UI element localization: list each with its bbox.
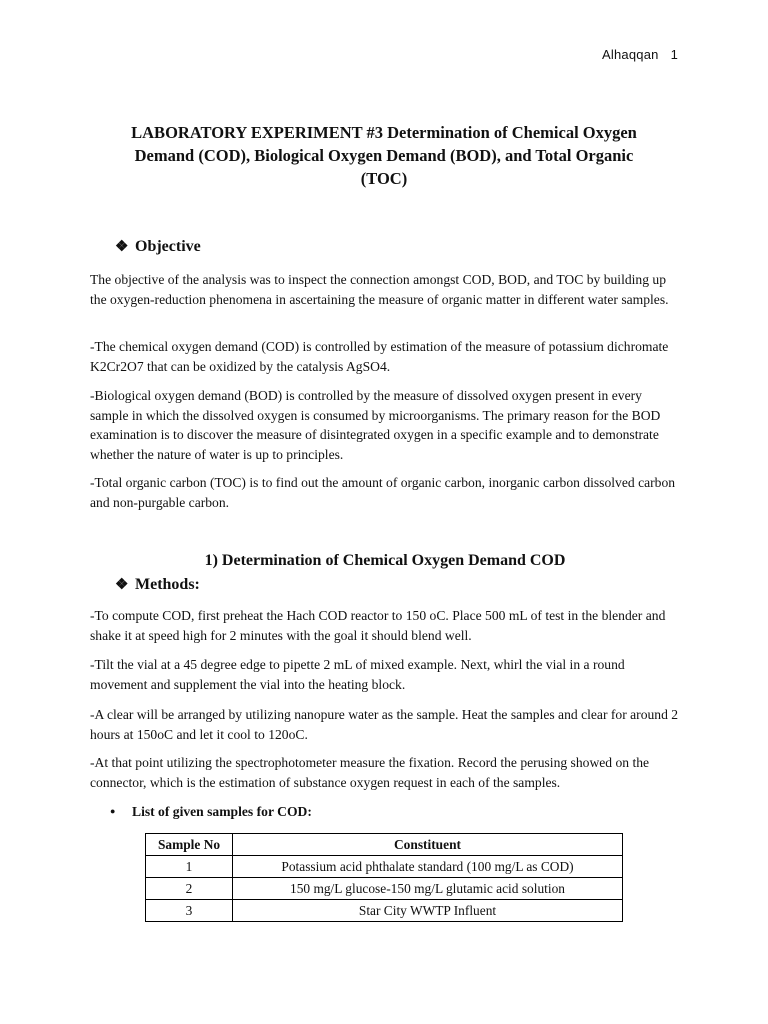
objective-heading	[115, 237, 201, 256]
objective-paragraph-4: -Total organic carbon (TOC) is to find out the amount of organic carbon, inorganic carbon dissolved carbon and non-purgable carbon.	[90, 475, 676, 510]
table-cell-constituent: Star City WWTP Influent	[358, 902, 497, 918]
methods-paragraph-4: -At that point utilizing the spectrophotometer measure the fixation. Record the perusing showed on the connector, which is the estimation of substance oxygen request in each of the samples.	[90, 755, 650, 790]
document-title: LABORATORY EXPERIMENT #3 Determination of Chemical Oxygen Demand (COD), Biological Oxygen Demand (BOD), and Total Organic (TOC)	[131, 123, 637, 188]
bullet-dot-icon: ●	[110, 806, 116, 816]
objective-paragraph-2: -The chemical oxygen demand (COD) is controlled by estimation of the measure of potassium dichromate K2Cr2O7 that can be oxidized by the catalysis AgSO4.	[90, 339, 669, 374]
table-row	[146, 878, 622, 900]
samples-list-label: List of given samples for COD:	[132, 804, 312, 819]
samples-list-item	[110, 804, 312, 820]
table-cell-sample-no: 2	[146, 878, 233, 900]
samples-table	[145, 833, 623, 922]
table-cell-constituent: 150 mg/L glucose-150 mg/L glutamic acid solution	[233, 878, 622, 900]
methods-heading	[115, 575, 200, 594]
table-header-constituent: Constituent	[233, 834, 622, 856]
table-cell-sample-no: 1	[146, 856, 233, 878]
objective-paragraph-1: The objective of the analysis was to inspect the connection amongst COD, BOD, and TOC by building up the oxygen-reduction phenomena in ascertaining the measure of organic matter in different water samples.	[90, 272, 669, 307]
methods-heading-text: Methods:	[135, 576, 200, 593]
table-header-row	[146, 834, 622, 856]
section1-heading: 1) Determination of Chemical Oxygen Demand COD	[204, 552, 566, 569]
methods-paragraph-2: -Tilt the vial at a 45 degree edge to pipette 2 mL of mixed example. Next, whirl the vial in a round movement and supplement the vial into the heating block.	[90, 657, 625, 692]
table-row	[146, 900, 622, 921]
page-header	[602, 47, 678, 62]
objective-heading-text: Objective	[135, 238, 201, 255]
header-page-number: 1	[670, 47, 678, 62]
methods-paragraph-3: -A clear will be arranged by utilizing nanopure water as the sample. Heat the samples and clear for around 2 hours at 150oC and let it cool to 120oC.	[90, 707, 679, 742]
table-cell-constituent: Potassium acid phthalate standard (100 mg/L as COD)	[233, 856, 622, 878]
table-cell-sample-no: 3	[146, 900, 233, 921]
diamond-bullet-icon: ❖	[115, 577, 129, 593]
header-author: Alhaqqan	[602, 47, 659, 62]
table-row	[146, 856, 622, 878]
diamond-bullet-icon: ❖	[115, 239, 129, 255]
methods-paragraph-1: -To compute COD, first preheat the Hach COD reactor to 150 oC. Place 500 mL of test in the blender and shake it at speed high for 2 minutes with the goal it should blend well.	[90, 608, 666, 643]
objective-paragraph-3: -Biological oxygen demand (BOD) is controlled by the measure of dissolved oxygen present in every sample in which the dissolved oxygen is consumed by microorganisms. The primary reason for the BOD examination is to discover the measure of disintegrated oxygen in a specific example and to demonstrate whether the nature of water is up to principles.	[90, 388, 661, 462]
table-header-sample-no: Sample No	[146, 834, 233, 856]
